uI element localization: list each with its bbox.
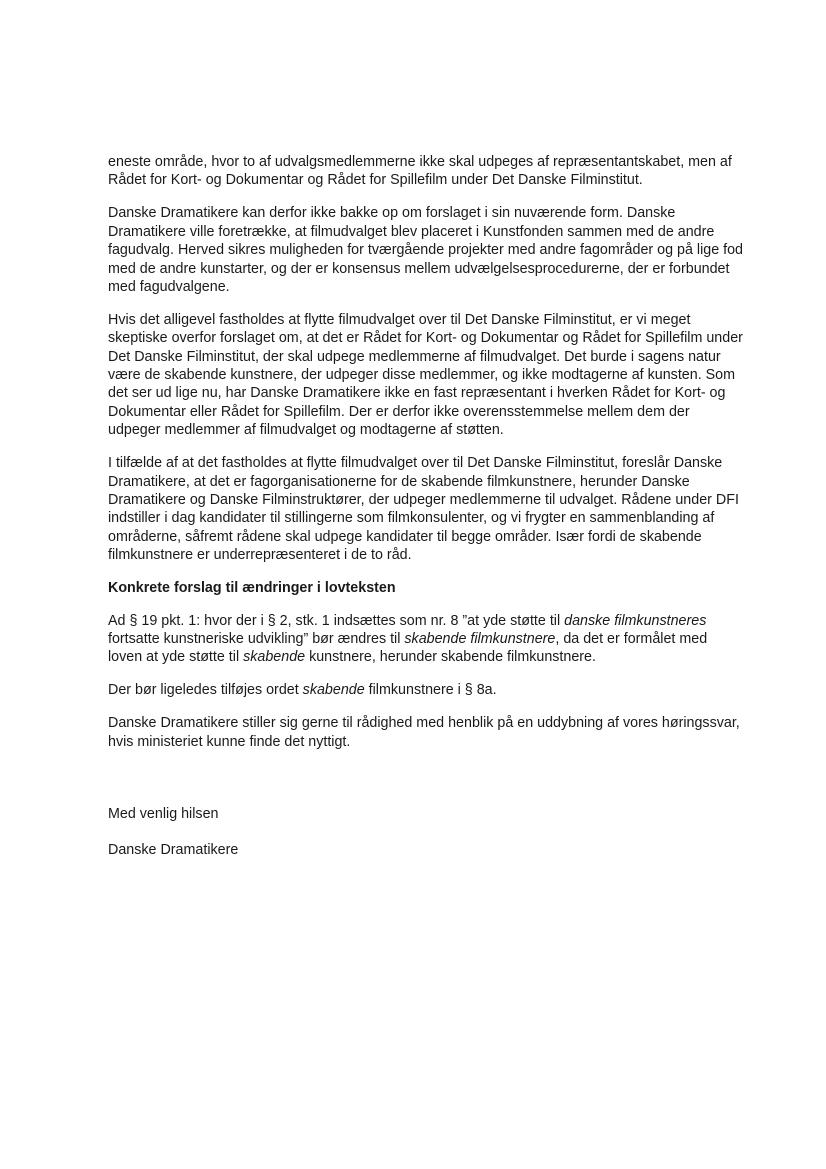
paragraph-addition <box>108 681 744 699</box>
amendment-italic-1: danske filmkunstneres <box>564 612 707 629</box>
amendment-text-1: Ad § 19 pkt. 1: hvor der i § 2, stk. 1 indsættes som nr. 8 ”at yde støtte til <box>108 612 565 629</box>
paragraph-council-appointment: eneste område, hvor to af udvalgsmedlemmerne ikke skal udpeges af repræsentantskabet, men af Rådet for Kort- og Dokumentar og Rådet for Spillefilm under Det Danske Filminstitut. <box>108 154 732 189</box>
paragraph-amendment-proposal <box>108 612 744 667</box>
addition-text-2: filmkunstnere i § 8a. <box>364 682 497 699</box>
amendment-text-3: , da det er formålet med loven at yde støtte til <box>108 630 708 666</box>
paragraph-skepticism: Hvis det alligevel fastholdes at flytte filmudvalget over til Det Danske Filminstitut, er vi meget skeptiske overfor forslaget om, at det er Rådet for Kort- og Dokumentar og Rådet for Spillefilm under Det Danske Filminstitut, der skal udpege medlemmerne af filmudvalget. Det burde i sagens natur være de skabende kunstnere, der udpeger disse medlemmer, og ikke modtagerne af kunsten. Som det ser ud lige nu, har Danske Dramatikere ikke en fast repræsentant i hverken Rådet for Kort- og Dokumentar eller Rådet for Spillefilm. Der er derfor ikke overensstemmelse mellem dem der udpeger medlemmer af filmudvalget og modtagerne af støtten. <box>108 311 743 439</box>
paragraph-alternative-proposal: I tilfælde af at det fastholdes at flytte filmudvalget over til Det Danske Filminstitut, foreslår Danske Dramatikere, at det er fagorganisationerne for de skabende filmkunstnere, herunder Danske Dramatikere og Danske Filminstruktører, der udpeger medlemmerne til udvalget. Rådene under DFI indstiller i dag kandidater til stillingerne som filmkonsulenter, og vi frygter en sammenblanding af områderne, såfremt rådene skal udpege kandidater til begge områder. Især fordi de skabende filmkunstnere er underrepræsenteret i de to råd. <box>108 455 739 564</box>
addition-italic: skabende <box>302 682 365 699</box>
amendment-italic-3: skabende <box>243 649 306 666</box>
paragraph-position: Danske Dramatikere kan derfor ikke bakke op om forslaget i sin nuværende form. Danske Dramatikere ville foretrække, at filmudvalget blev placeret i Kunstfonden sammen med de andre fagudvalg. Herved sikres muligheden for tværgående projekter med andre fagområder og på lige fod med de andre kunstarter, og der er konsensus mellem udvælgelsesprocedurerne, der er forbundet med fagudvalgene. <box>108 205 743 295</box>
closing-spacer <box>108 765 744 805</box>
addition-text-1: Der bør ligeledes tilføjes ordet <box>108 682 303 699</box>
paragraph-availability: Danske Dramatikere stiller sig gerne til rådighed med henblik på en uddybning af vores høringssvar, hvis ministeriet kunne finde det nyttigt. <box>108 715 740 750</box>
signature: Danske Dramatikere <box>108 841 239 858</box>
amendment-text-2: fortsatte kunstneriske udvikling” bør ændres til <box>108 630 405 647</box>
amendment-text-4: kunstnere, herunder skabende filmkunstnere. <box>305 649 596 666</box>
closing-greeting: Med venlig hilsen <box>108 806 219 823</box>
document-page <box>108 153 744 876</box>
section-heading: Konkrete forslag til ændringer i lovteksten <box>108 580 396 597</box>
amendment-italic-2: skabende filmkunstnere <box>404 630 556 647</box>
